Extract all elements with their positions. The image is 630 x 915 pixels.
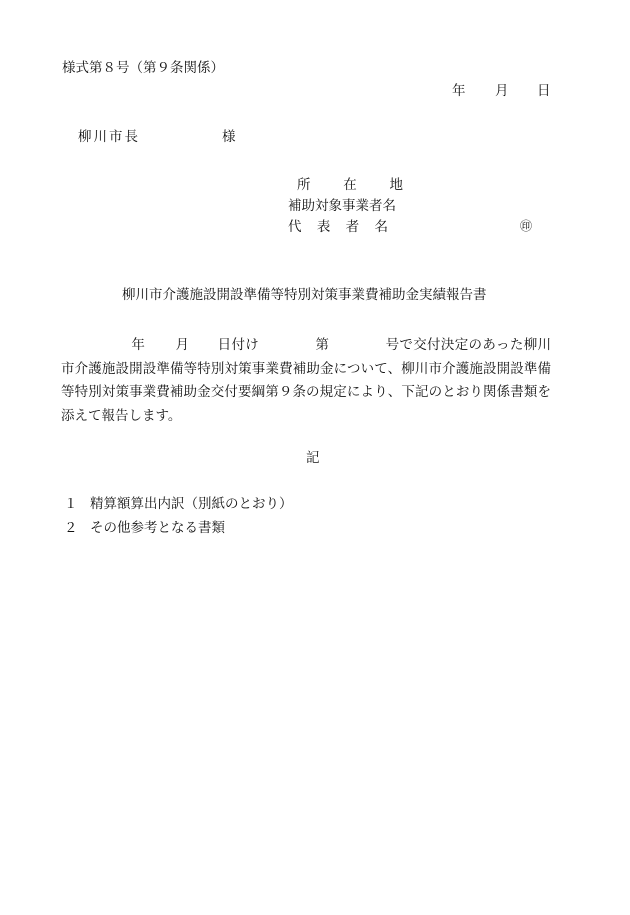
list-item bbox=[64, 498, 293, 512]
body-paragraph bbox=[61, 334, 551, 428]
note-mark: 記 bbox=[306, 450, 320, 466]
body-day: 日付け bbox=[217, 337, 260, 353]
recipient-honorific: 様 bbox=[222, 129, 236, 145]
address-label bbox=[297, 179, 403, 193]
rep-char: 名 bbox=[374, 219, 388, 235]
rep-char: 表 bbox=[316, 219, 331, 235]
body-main-text: 号で交付決定のあった柳川市介護施設開設準備等特別対策事業費補助金について、柳川市介護施設開設準備等特別対策事業費補助金交付要綱第９条の規定により、下記のとおり関係書類を添えて報告します。 bbox=[61, 337, 552, 424]
seal-icon: ㊞ bbox=[520, 219, 533, 233]
body-month: 月 bbox=[175, 337, 190, 353]
date-day-label: 日 bbox=[537, 83, 551, 99]
list-item-text: 精算額算出内訳（別紙のとおり） bbox=[90, 496, 293, 512]
date-month-label: 月 bbox=[495, 83, 509, 99]
list-item bbox=[64, 522, 225, 536]
address-char: 在 bbox=[343, 177, 357, 193]
body-number-prefix: 第 bbox=[315, 337, 330, 353]
body-year: 年 bbox=[131, 337, 146, 353]
representative-label bbox=[288, 221, 388, 235]
date-year-label: 年 bbox=[452, 83, 466, 99]
document-title: 柳川市介護施設開設準備等特別対策事業費補助金実績報告書 bbox=[122, 287, 487, 303]
recipient-name: 柳川市長 bbox=[78, 129, 140, 145]
rep-char: 代 bbox=[288, 219, 302, 235]
company-name-label: 補助対象事業者名 bbox=[288, 198, 396, 214]
rep-char: 者 bbox=[345, 219, 360, 235]
list-item-text: その他参考となる書類 bbox=[90, 520, 225, 536]
list-item-number: ２ bbox=[64, 520, 78, 536]
list-item-number: １ bbox=[64, 496, 78, 512]
form-number: 様式第８号（第９条関係） bbox=[62, 60, 224, 76]
address-char: 地 bbox=[389, 177, 403, 193]
address-char: 所 bbox=[297, 177, 311, 193]
